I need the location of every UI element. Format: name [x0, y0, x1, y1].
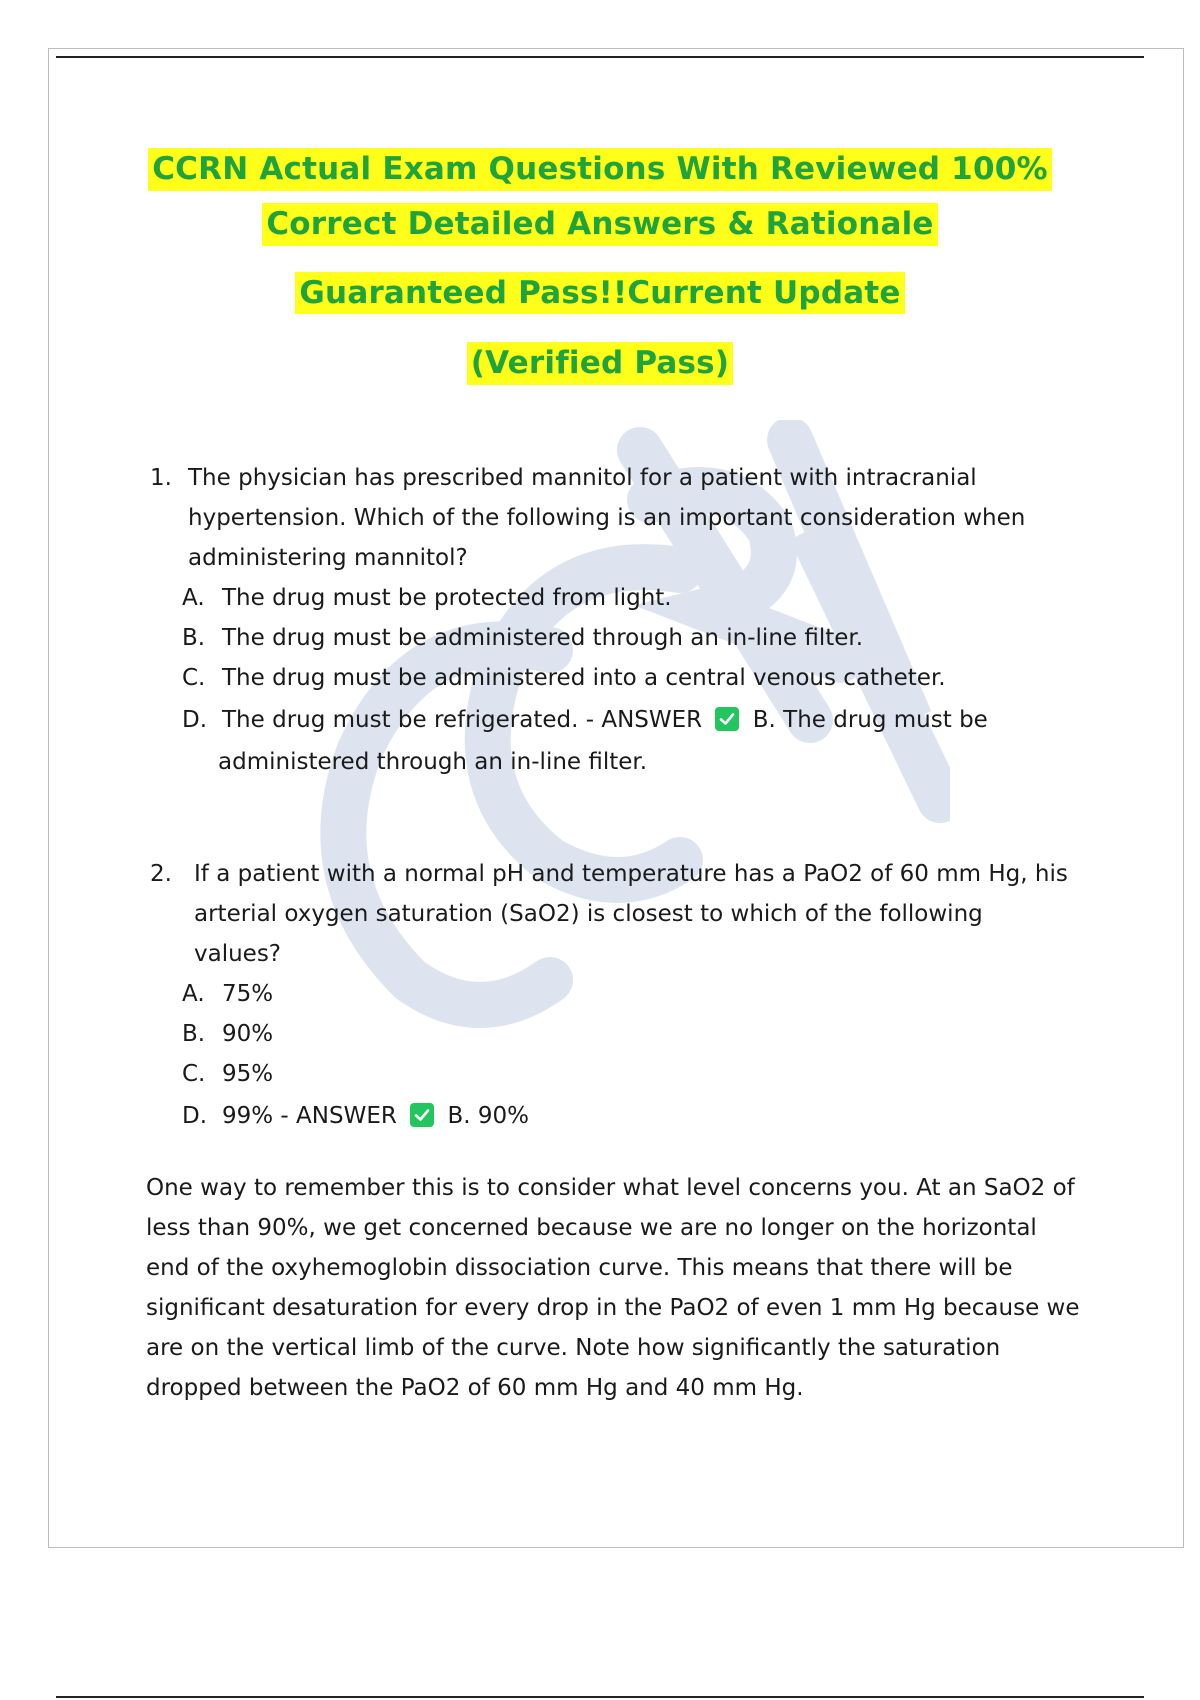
- option-text: The drug must be protected from light.: [222, 585, 672, 611]
- question-text: If a patient with a normal pH and temperature has a PaO2 of 60 mm Hg, his arterial oxygen saturation (SaO2) is closest to which of the following values?: [194, 861, 1068, 967]
- answer-text: B. The drug must be: [752, 707, 988, 733]
- option-text: 75%: [222, 981, 274, 1007]
- option-d: [182, 698, 1070, 742]
- option-c: [182, 658, 1070, 698]
- option-text: 95%: [222, 1061, 274, 1087]
- option-b: [182, 618, 1070, 658]
- question-2: [150, 854, 1070, 1138]
- question-number: 1.: [150, 465, 172, 491]
- check-box-icon: [410, 1103, 434, 1127]
- option-letter: B.: [182, 625, 206, 651]
- option-a: [182, 974, 1070, 1014]
- check-box-icon: [715, 707, 739, 731]
- rationale-paragraph: One way to remember this is to consider what level concerns you. At an SaO2 of less than 90%, we get concerned because we are no longer on the horizontal end of the oxyhemoglobin dissociation curve. This means that there will be significant desaturation for every drop in the PaO2 of even 1 mm Hg because we are on the vertical limb of the curve. Note how significantly the saturation dropped between the PaO2 of 60 mm Hg and 40 mm Hg.: [146, 1175, 1080, 1401]
- title-line-2: Correct Detailed Answers & Rationale: [262, 203, 937, 246]
- document-title: [0, 148, 1200, 385]
- option-a: [182, 578, 1070, 618]
- option-letter: D.: [182, 1103, 208, 1129]
- question-1: [150, 458, 1070, 782]
- option-d-line: [222, 698, 988, 742]
- title-line-1: CCRN Actual Exam Questions With Reviewed 100%: [148, 148, 1052, 191]
- answer-continuation: administered through an in-line filter.: [218, 749, 648, 775]
- option-letter: C.: [182, 1061, 206, 1087]
- option-text: The drug must be administered into a central venous catheter.: [222, 665, 946, 691]
- question-text: The physician has prescribed mannitol for a patient with intracranial hypertension. Which of the following is an important consideration when administering mannitol?: [188, 465, 1026, 571]
- option-text: 90%: [222, 1021, 274, 1047]
- option-text: 99% - ANSWER: [222, 1103, 397, 1129]
- option-c: [182, 1054, 1070, 1094]
- title-line-4: (Verified Pass): [467, 342, 733, 385]
- top-rule: [56, 56, 1144, 58]
- option-letter: A.: [182, 981, 205, 1007]
- option-d: [182, 1094, 1070, 1138]
- option-b: [182, 1014, 1070, 1054]
- option-letter: A.: [182, 585, 205, 611]
- bottom-rule: [56, 1696, 1144, 1698]
- option-letter: C.: [182, 665, 206, 691]
- option-letter: B.: [182, 1021, 206, 1047]
- question-number: 2.: [150, 861, 172, 887]
- option-text: The drug must be administered through an in-line filter.: [222, 625, 864, 651]
- option-text: The drug must be refrigerated. - ANSWER: [222, 707, 703, 733]
- title-line-3: Guaranteed Pass!!Current Update: [295, 272, 904, 315]
- answer-text: B. 90%: [447, 1103, 529, 1129]
- option-letter: D.: [182, 707, 208, 733]
- option-d-line: [222, 1094, 529, 1138]
